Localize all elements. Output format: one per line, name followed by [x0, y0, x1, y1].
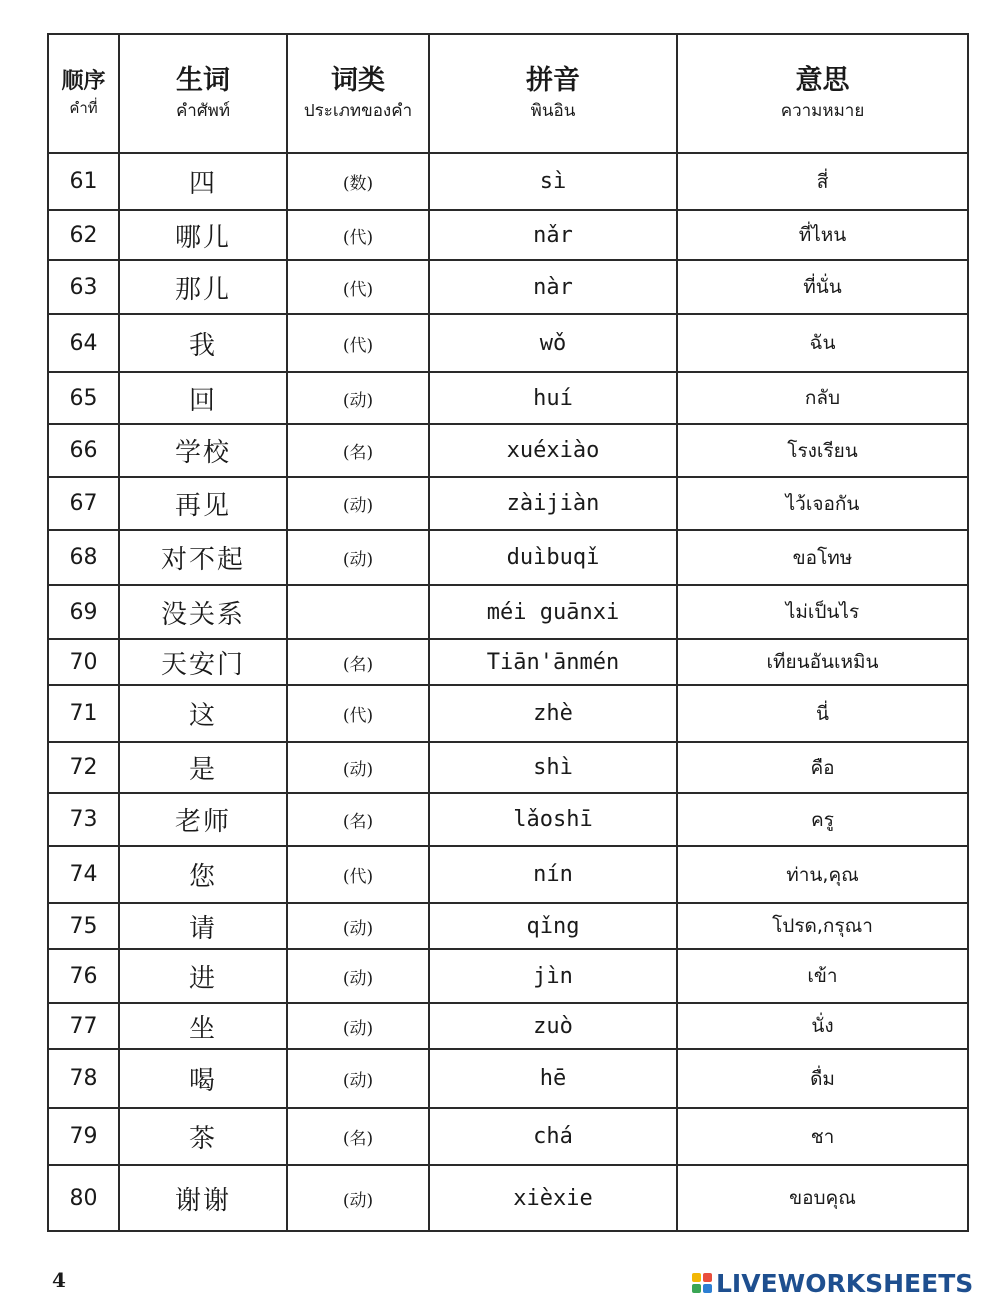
row-pinyin: hē — [429, 1049, 677, 1108]
page-number: 4 — [52, 1268, 66, 1292]
row-meaning: นี่ — [677, 685, 968, 742]
row-pinyin: lǎoshī — [429, 793, 677, 846]
header-meaning-th: ความหมาย — [780, 100, 865, 121]
row-pinyin: wǒ — [429, 314, 677, 372]
row-meaning: เทียนอันเหมิน — [677, 639, 968, 685]
table-row — [48, 846, 968, 903]
row-word: 老师 — [119, 793, 287, 846]
row-word: 这 — [119, 685, 287, 742]
row-pinyin: jìn — [429, 949, 677, 1003]
table-row — [48, 1003, 968, 1049]
row-number: 71 — [48, 685, 119, 742]
table-row — [48, 210, 968, 260]
table-row — [48, 793, 968, 846]
row-word-type: (动) — [287, 742, 429, 793]
row-word-type: (动) — [287, 477, 429, 530]
row-pinyin: xuéxiào — [429, 424, 677, 477]
row-word: 那儿 — [119, 260, 287, 314]
row-word-type: (动) — [287, 1049, 429, 1108]
row-pinyin: nàr — [429, 260, 677, 314]
row-meaning: ขอบคุณ — [677, 1165, 968, 1231]
row-word: 对不起 — [119, 530, 287, 585]
row-pinyin: nín — [429, 846, 677, 903]
row-word: 是 — [119, 742, 287, 793]
header-pinyin-th: พินอิน — [530, 100, 576, 121]
row-meaning: ขอโทษ — [677, 530, 968, 585]
row-pinyin: chá — [429, 1108, 677, 1165]
row-word-type: (代) — [287, 260, 429, 314]
row-meaning: โปรด,กรุณา — [677, 903, 968, 949]
liveworksheets-logo — [692, 1266, 973, 1300]
table-row — [48, 1165, 968, 1231]
row-number: 74 — [48, 846, 119, 903]
row-number: 75 — [48, 903, 119, 949]
row-word-type: (动) — [287, 1165, 429, 1231]
table-row — [48, 424, 968, 477]
table-row — [48, 639, 968, 685]
row-word: 学校 — [119, 424, 287, 477]
header-type — [287, 34, 429, 153]
row-pinyin: shì — [429, 742, 677, 793]
row-meaning: เข้า — [677, 949, 968, 1003]
row-pinyin: sì — [429, 153, 677, 210]
header-order-zh: 顺序 — [61, 67, 106, 94]
row-meaning: ท่าน,คุณ — [677, 846, 968, 903]
table-row — [48, 742, 968, 793]
row-word: 天安门 — [119, 639, 287, 685]
row-word-type: (名) — [287, 793, 429, 846]
table-row — [48, 1108, 968, 1165]
row-number: 73 — [48, 793, 119, 846]
table-row — [48, 477, 968, 530]
row-word-type: (代) — [287, 210, 429, 260]
table-row — [48, 903, 968, 949]
row-word: 我 — [119, 314, 287, 372]
row-word-type: (名) — [287, 639, 429, 685]
table-row — [48, 585, 968, 639]
row-number: 72 — [48, 742, 119, 793]
row-meaning: นั่ง — [677, 1003, 968, 1049]
header-pinyin-zh: 拼音 — [526, 64, 580, 96]
row-word: 您 — [119, 846, 287, 903]
row-number: 63 — [48, 260, 119, 314]
row-number: 76 — [48, 949, 119, 1003]
row-word-type: (名) — [287, 1108, 429, 1165]
table-row — [48, 530, 968, 585]
row-word: 坐 — [119, 1003, 287, 1049]
row-word-type: (代) — [287, 314, 429, 372]
row-number: 79 — [48, 1108, 119, 1165]
row-word: 谢谢 — [119, 1165, 287, 1231]
table-row — [48, 314, 968, 372]
table-row — [48, 685, 968, 742]
row-word-type: (名) — [287, 424, 429, 477]
table-row — [48, 372, 968, 424]
row-meaning: สี่ — [677, 153, 968, 210]
row-word-type: (代) — [287, 685, 429, 742]
row-word-type: (动) — [287, 949, 429, 1003]
header-meaning-zh: 意思 — [795, 64, 850, 96]
row-word: 没关系 — [119, 585, 287, 639]
row-meaning: โรงเรียน — [677, 424, 968, 477]
row-number: 69 — [48, 585, 119, 639]
row-number: 61 — [48, 153, 119, 210]
row-meaning: ที่นั่น — [677, 260, 968, 314]
logo-square — [703, 1273, 712, 1282]
row-pinyin: zuò — [429, 1003, 677, 1049]
row-word: 喝 — [119, 1049, 287, 1108]
row-number: 77 — [48, 1003, 119, 1049]
table-row — [48, 949, 968, 1003]
row-word: 回 — [119, 372, 287, 424]
row-meaning: ฉัน — [677, 314, 968, 372]
row-meaning: กลับ — [677, 372, 968, 424]
table-row — [48, 260, 968, 314]
row-number: 65 — [48, 372, 119, 424]
row-number: 64 — [48, 314, 119, 372]
row-word: 四 — [119, 153, 287, 210]
row-word-type: (动) — [287, 903, 429, 949]
row-word-type: (动) — [287, 530, 429, 585]
logo-square — [703, 1284, 712, 1293]
row-word-type: (动) — [287, 1003, 429, 1049]
row-meaning: ที่ไหน — [677, 210, 968, 260]
row-number: 70 — [48, 639, 119, 685]
row-word: 茶 — [119, 1108, 287, 1165]
row-meaning: ไม่เป็นไร — [677, 585, 968, 639]
row-pinyin: huí — [429, 372, 677, 424]
header-pinyin — [429, 34, 677, 153]
header-word-th: คำศัพท์ — [175, 100, 231, 121]
header-order — [48, 34, 119, 153]
row-word: 再见 — [119, 477, 287, 530]
row-pinyin: zhè — [429, 685, 677, 742]
vocabulary-table — [47, 33, 969, 1232]
header-word — [119, 34, 287, 153]
header-word-zh: 生词 — [176, 64, 230, 96]
header-type-zh: 词类 — [331, 64, 385, 96]
row-meaning: คือ — [677, 742, 968, 793]
row-number: 67 — [48, 477, 119, 530]
row-word-type: (动) — [287, 372, 429, 424]
header-order-th: คำที่ — [69, 98, 98, 117]
row-pinyin: zàijiàn — [429, 477, 677, 530]
row-pinyin: Tiān'ānmén — [429, 639, 677, 685]
logo-square — [692, 1284, 701, 1293]
table-row — [48, 153, 968, 210]
row-pinyin: qǐng — [429, 903, 677, 949]
row-pinyin: nǎr — [429, 210, 677, 260]
logo-text: LIVEWORKSHEETS — [716, 1268, 974, 1298]
row-word-type — [287, 585, 429, 639]
row-word: 进 — [119, 949, 287, 1003]
row-meaning: ดื่ม — [677, 1049, 968, 1108]
row-pinyin: méi guānxi — [429, 585, 677, 639]
row-word: 请 — [119, 903, 287, 949]
row-meaning: ครู — [677, 793, 968, 846]
row-meaning: ชา — [677, 1108, 968, 1165]
header-meaning — [677, 34, 968, 153]
row-word-type: (数) — [287, 153, 429, 210]
row-number: 66 — [48, 424, 119, 477]
row-pinyin: xièxie — [429, 1165, 677, 1231]
table-header-row — [48, 34, 968, 153]
header-type-th: ประเภทของคำ — [303, 100, 413, 121]
row-number: 62 — [48, 210, 119, 260]
row-number: 80 — [48, 1165, 119, 1231]
row-meaning: ไว้เจอกัน — [677, 477, 968, 530]
row-number: 78 — [48, 1049, 119, 1108]
table-row — [48, 1049, 968, 1108]
row-word-type: (代) — [287, 846, 429, 903]
row-word: 哪儿 — [119, 210, 287, 260]
logo-mark-icon — [692, 1273, 712, 1293]
logo-square — [692, 1273, 701, 1282]
row-pinyin: duìbuqǐ — [429, 530, 677, 585]
row-number: 68 — [48, 530, 119, 585]
